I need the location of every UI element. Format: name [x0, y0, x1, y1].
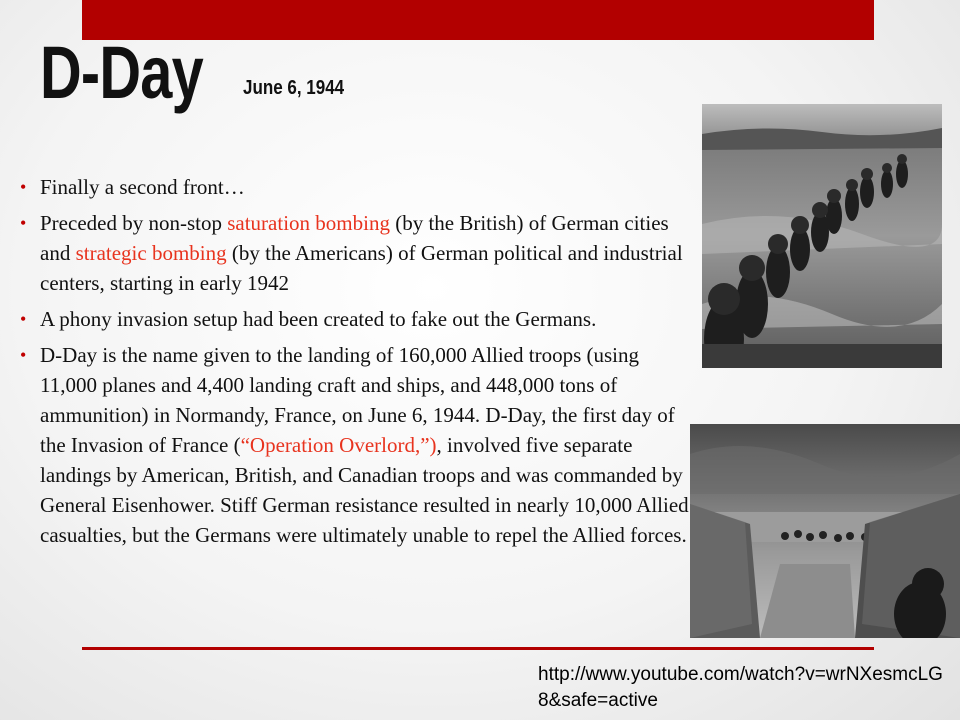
photo-icon — [702, 104, 942, 368]
bullet-text: Preceded by non-stop — [40, 211, 228, 235]
slide-title: D-Day — [40, 31, 203, 114]
bullet-text: (by the British) of German cities and — [40, 211, 669, 265]
title-row — [40, 28, 345, 118]
photo-icon — [690, 424, 960, 638]
slide-subtitle-date: June 6, 1944 — [243, 77, 345, 99]
bullet-text: Finally a second front… — [40, 175, 245, 199]
bullet-item — [18, 208, 698, 298]
bullet-item — [18, 172, 698, 202]
highlighted-term: “Operation Overlord,”) — [240, 433, 437, 457]
highlighted-term: saturation bombing — [227, 211, 390, 235]
bullet-text: (by the Americans) of German political and industrial centers, starting in early 1942 — [40, 241, 683, 295]
bullet-dot-icon: • — [20, 177, 27, 197]
bullet-dot-icon: • — [20, 213, 27, 233]
bullet-item — [18, 340, 698, 550]
bullet-item — [18, 304, 698, 334]
bullet-text: , involved five separate landings by American, British, and Canadian troops and was commanded by General Eisenhower. Stiff German resistance resulted in nearly 10,000 Allied casualties, but the Germans were ultimately unable to repel the Allied forces. — [40, 433, 689, 547]
highlighted-term: strategic bombing — [75, 241, 227, 265]
bullet-text: A phony invasion setup had been created to fake out the Germans. — [40, 307, 597, 331]
bullet-dot-icon: • — [20, 345, 27, 365]
youtube-link[interactable]: http://www.youtube.com/watch?v=wrNXesmcLG8&safe=active — [538, 664, 943, 711]
troops-wading-ashore-photo — [702, 104, 942, 368]
landing-craft-photo — [690, 424, 960, 638]
bullet-text: D-Day is the name given to the landing of 160,000 Allied troops (using 11,000 planes and 4,400 landing craft and ships, and 448,000 tons of ammunition) in Normandy, France, on June 6, 1944. D-Day, the first day of the Invasion of France ( — [40, 343, 675, 457]
bullet-list — [18, 172, 698, 556]
bottom-accent-line — [82, 647, 874, 650]
bullet-dot-icon: • — [20, 309, 27, 329]
